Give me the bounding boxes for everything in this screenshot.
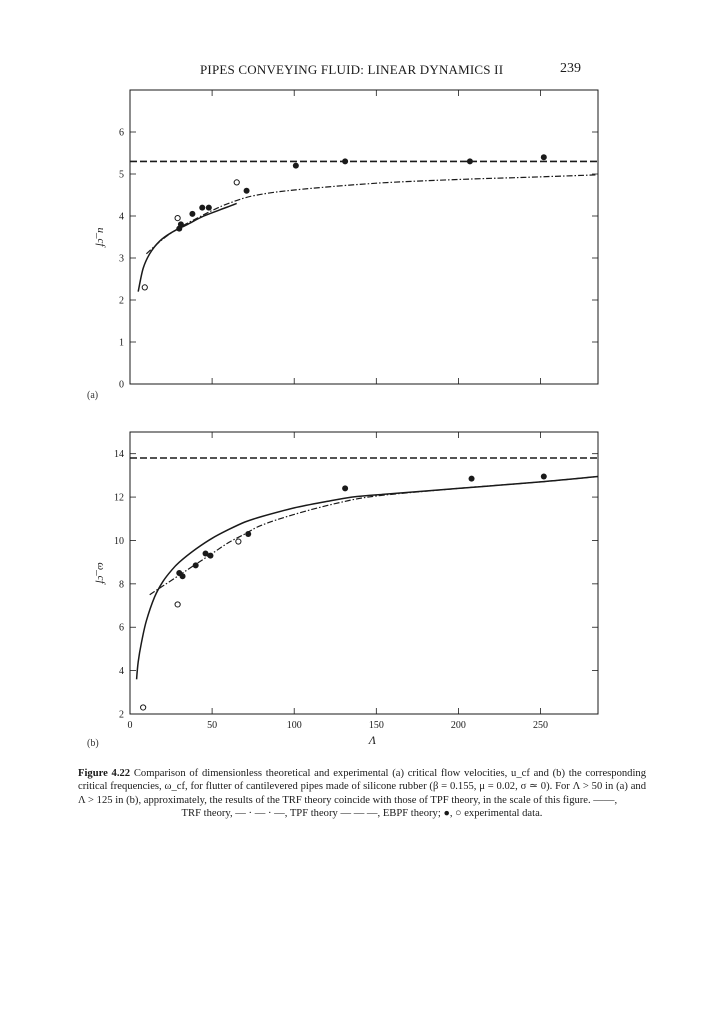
- panel-a-y-tick-label: 2: [119, 295, 124, 307]
- panel-b-chart: [95, 432, 598, 747]
- panel-b-x-axis-label: Λ: [368, 733, 376, 747]
- panel-a-exp-point-filled: [199, 205, 205, 211]
- panel-b-exp-point-filled: [469, 476, 475, 482]
- panel-b-y-tick-label: 10: [114, 535, 124, 547]
- figure-caption: [78, 767, 646, 820]
- panel-b-frame: [130, 432, 598, 714]
- panel-b-trf-curve: [137, 477, 598, 680]
- panel-b-x-tick-label: 100: [286, 720, 302, 731]
- panel-a-exp-point-filled: [178, 221, 184, 227]
- panel-b-exp-point-filled: [245, 531, 251, 537]
- panel-a-y-tick-label: 3: [119, 253, 124, 265]
- panel-b-y-tick-label: 6: [119, 622, 124, 634]
- panel-b-exp-point-filled: [207, 553, 213, 559]
- panel-a-y-tick-label: 5: [119, 169, 124, 181]
- panel-a-y-tick-label: 0: [119, 379, 124, 391]
- panel-b-y-tick-label: 4: [119, 666, 124, 678]
- panel-a-exp-point-filled: [244, 188, 250, 194]
- panel-b-label: (b): [87, 738, 99, 749]
- panel-a-y-tick-label: 6: [119, 127, 124, 139]
- panel-a-exp-point-filled: [541, 154, 547, 160]
- panel-b-exp-point-filled: [541, 473, 547, 479]
- panel-b-x-tick-label: 200: [450, 720, 466, 731]
- panel-a-y-tick-label: 1: [119, 337, 124, 349]
- panel-a-exp-point-filled: [206, 205, 212, 211]
- page-number: 239: [560, 61, 581, 76]
- panel-a-exp-point-filled: [189, 211, 195, 217]
- panel-a-frame: [130, 90, 598, 384]
- panel-a-y-tick-label: 4: [119, 211, 124, 223]
- panel-a-chart: [95, 90, 598, 391]
- panel-b-exp-point-open: [141, 705, 146, 710]
- panel-a-exp-point-open: [175, 216, 180, 221]
- running-title: PIPES CONVEYING FLUID: LINEAR DYNAMICS II: [200, 62, 504, 77]
- panel-b-exp-point-filled: [180, 573, 186, 579]
- panel-b-exp-point-filled: [193, 562, 199, 568]
- panel-b-x-tick-label: 0: [127, 720, 133, 731]
- panel-b-y-tick-label: 2: [119, 709, 124, 721]
- panel-a-exp-point-filled: [467, 158, 473, 164]
- panel-b-y-tick-label: 12: [114, 492, 124, 504]
- panel-b-x-tick-label: 50: [207, 720, 218, 731]
- panel-b-exp-point-open: [175, 602, 180, 607]
- panel-a-exp-point-open: [142, 285, 147, 290]
- caption-text-last: TRF theory, — · — · —, TPF theory — — —, EBPF theory; ●, ○ experimental data.: [181, 807, 543, 819]
- panel-b-x-tick-label: 150: [368, 720, 384, 731]
- panel-b-y-tick-label: 14: [114, 449, 124, 461]
- panel-b-exp-point-open: [236, 539, 241, 544]
- caption-text: Comparison of dimensionless theoretical and experimental (a) critical flow velocities, u_cf and (b) the corresponding critical frequencies, ω_cf, for flutter of cantilevered pipes made of silicone rubber (β = 0.155, μ = 0.02, σ ≃ 0). For Λ > 50 in (a) and Λ > 125 in (b), approximately, the results of the TRF theory coincide with those of TPF theory, in the scale of this figure. ——,: [78, 768, 646, 806]
- panel-a-exp-point-filled: [342, 158, 348, 164]
- panel-a-exp-point-open: [234, 180, 239, 185]
- panel-a-exp-point-filled: [293, 163, 299, 169]
- caption-label: Figure 4.22: [78, 768, 131, 779]
- panel-b-x-tick-label: 250: [533, 720, 549, 731]
- panel-a-y-axis-label: u_cf: [95, 227, 107, 247]
- panel-a-label: (a): [87, 390, 99, 401]
- panel-b-y-axis-label: ω_cf: [95, 562, 107, 584]
- panel-b-y-tick-label: 8: [119, 579, 124, 591]
- panel-a-tpf-curve: [146, 175, 598, 254]
- panel-b-exp-point-filled: [342, 485, 348, 491]
